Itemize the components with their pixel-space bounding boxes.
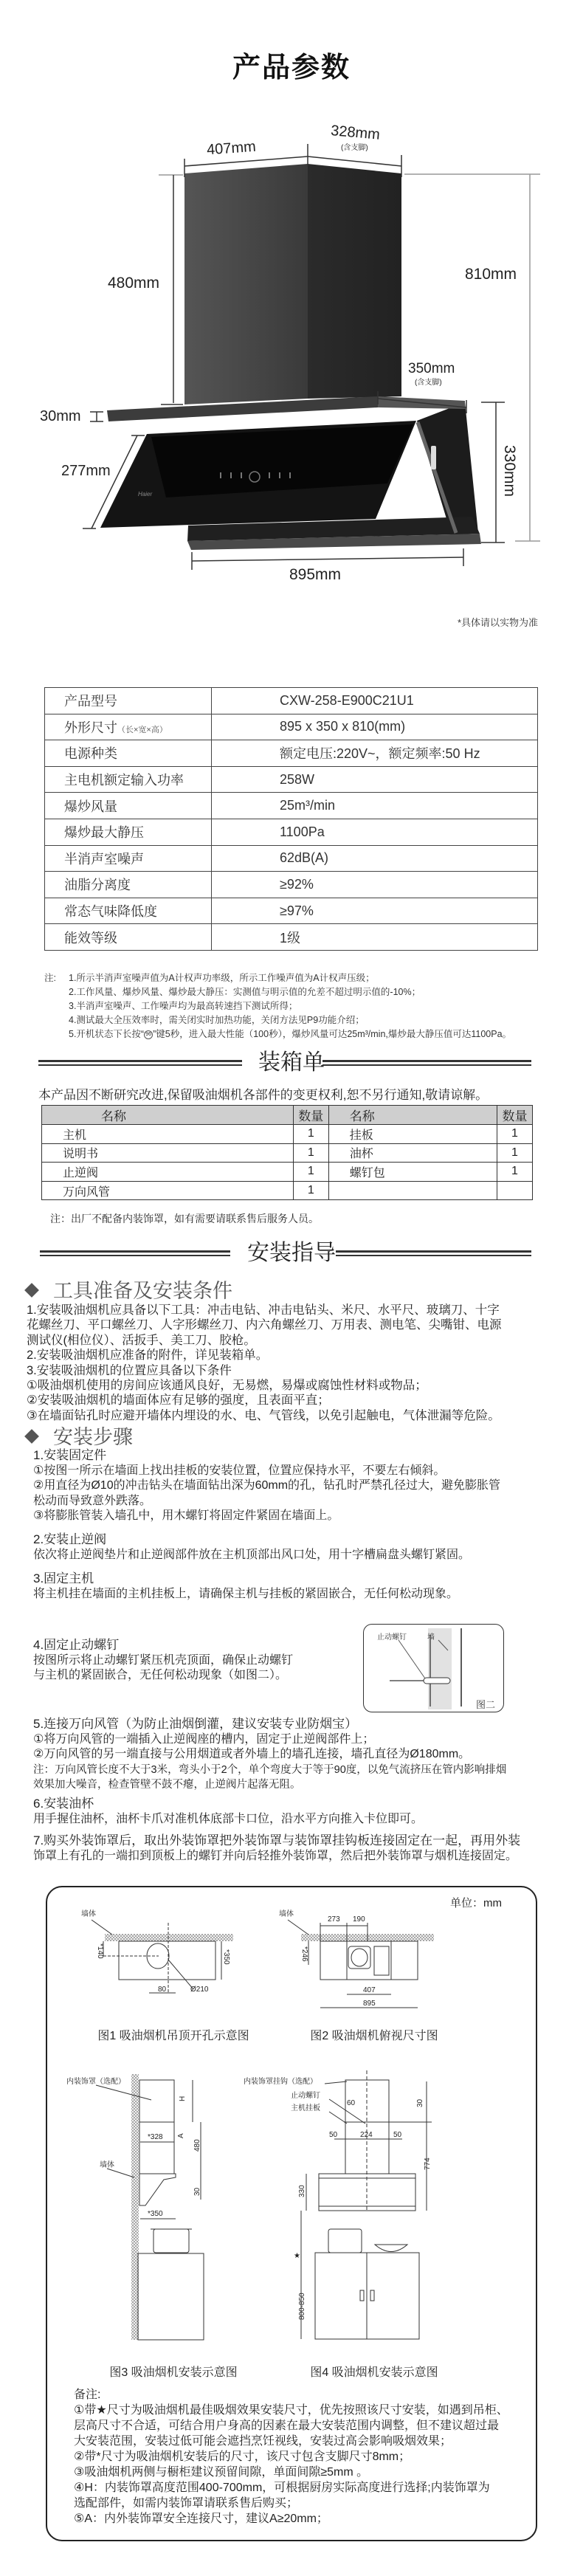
fig4-dim-800-850: 800-850 xyxy=(298,2293,306,2320)
dim-front-width: 407mm xyxy=(206,138,257,159)
spec-row xyxy=(45,688,538,714)
fig4-caption: 图4 吸油烟机安装示意图 xyxy=(310,2366,438,2379)
spec-value: 1级 xyxy=(212,924,538,951)
fig3-dim-A: A xyxy=(177,2133,185,2138)
spec-value: 895 x 350 x 810(mm) xyxy=(212,714,538,740)
packing-item: 挂板 xyxy=(328,1125,497,1144)
diagram-drawings xyxy=(0,1886,583,2403)
spec-note-line: 3.半消声室噪声、工作噪声均为最高转速挡下测试所得； xyxy=(69,1001,298,1011)
step-line: 依次将止逆阀垫片和止逆阀部件放在主机顶部出风口处，用十字槽扁盘头螺钉紧固。 xyxy=(33,1548,471,1561)
fig4-dim-30: 30 xyxy=(416,2098,424,2107)
spec-note-line: 4.测试最大全压效率时，需关闭实时加热功能，关闭方法见P9功能介绍； xyxy=(69,1015,365,1025)
spec-note-text: 5.开机状态下长按“ xyxy=(69,1029,145,1039)
install-section-header xyxy=(0,1239,583,1268)
fig2-dim-190: 190 xyxy=(353,1915,365,1924)
remark-line: ③吸油烟机两侧与橱柜建议预留间隙，单面间隙≥5mm 。 xyxy=(74,2466,369,2479)
fig4-hook-label: 内装饰罩挂钩（选配） xyxy=(244,2078,317,2086)
packing-title: 装箱单 xyxy=(258,1050,325,1075)
fig3-caption: 图3 吸油烟机安装示意图 xyxy=(109,2366,238,2379)
spec-label: 外形尺寸 xyxy=(64,720,117,735)
spec-label-cell xyxy=(45,766,212,793)
install-title: 安装指导 xyxy=(247,1241,336,1265)
spec-label-cell xyxy=(45,688,212,714)
fig2-dim-895: 895 xyxy=(363,2000,376,2008)
tools-line: 3.安装吸油烟机的位置应具备以下条件 xyxy=(27,1363,232,1377)
dim-hood-height: 330mm xyxy=(501,445,518,497)
dim-total-width: 895mm xyxy=(289,566,342,583)
packing-qty: 1 xyxy=(293,1163,328,1182)
spec-label-cell xyxy=(45,819,212,845)
fig4-dim-50-right: 50 xyxy=(393,2131,402,2139)
remark-line: 选配部件，如需内装饰罩请联系售后购买； xyxy=(74,2497,299,2510)
spec-row xyxy=(45,793,538,819)
install-step xyxy=(33,1638,293,1684)
step-title: 7.购买外装饰罩后，取出外装饰罩把外装饰罩与装饰罩挂钩板连接固定在一起，再用外装 xyxy=(33,1833,521,1847)
spec-label: 常态气味降低度 xyxy=(64,904,157,920)
step-line: 与主机的紧固嵌合，无任何松动现象（如图二）。 xyxy=(33,1669,288,1681)
page-title: 产品参数 xyxy=(232,52,351,83)
fig4-dim-50-left: 50 xyxy=(329,2131,338,2139)
fig3-dim-H: H xyxy=(179,2095,187,2101)
step-line: ②用直径为Ø10的冲击钻头在墙面钻出深为60mm的孔，钻孔时严禁孔径过大，避免膨胀管 xyxy=(33,1479,501,1492)
packing-item: 万向风管 xyxy=(42,1181,294,1200)
tools-heading xyxy=(27,1275,232,1304)
dim-plate-thickness: 30mm xyxy=(40,408,81,424)
dim-top-depth: 328mm xyxy=(330,123,381,143)
packing-intro: 本产品因不断研究改进,保留吸油烟机各部件的变更权利,恕不另行通知,敬请谅解。 xyxy=(38,1088,489,1102)
spec-notes xyxy=(44,971,546,1045)
packing-qty: 1 xyxy=(497,1143,533,1163)
remarks-title: 备注: xyxy=(74,2389,101,2401)
spec-label: 爆炒最大静压 xyxy=(64,825,144,841)
tools-line: ②安装吸油烟机的墙面体应有足够的强度，且表面平直； xyxy=(27,1394,330,1408)
spec-row xyxy=(45,898,538,924)
spec-table xyxy=(44,687,538,951)
diamond-bullet-icon xyxy=(24,1429,39,1444)
dim-top-depth-note: (含支脚) xyxy=(341,144,368,152)
spec-label-cell xyxy=(45,740,212,767)
disclaimer-note: *具体请以实物为准 xyxy=(458,617,539,628)
step-line: ②万向风管的另一端直接与公用烟道或者外墙上的墙孔连接，墙孔直径为Ø180mm。 xyxy=(33,1748,471,1760)
remark-line: ①带★尺寸为吸油烟机最佳吸烟效果安装尺寸，优先按照该尺寸安装，如遇到吊柜、 xyxy=(74,2404,508,2417)
fig1-top-view xyxy=(92,1920,233,1993)
spec-label: 爆炒风量 xyxy=(64,799,117,814)
chimney xyxy=(184,164,401,404)
spec-row xyxy=(45,872,538,898)
fig2-dim-407: 407 xyxy=(363,1986,376,1994)
fig4-dim-774: 774 xyxy=(424,2157,432,2170)
step-line: 松动而导致意外跌落。 xyxy=(33,1494,152,1507)
spec-value: 25m³/min xyxy=(212,793,538,819)
spec-value: 额定电压:220V~，额定频率:50 Hz xyxy=(212,740,538,767)
install-step xyxy=(33,1571,458,1602)
fig3-dim-30: 30 xyxy=(193,2187,201,2196)
remark-line: ④H：内装饰罩高度范围400-700mm，可根据厨房实际高度进行选择;内装饰罩为 xyxy=(74,2482,490,2494)
step-title: 1.安装固定件 xyxy=(33,1448,107,1462)
dim-bottom-depth-note: (含支脚) xyxy=(415,379,442,387)
spec-label: 产品型号 xyxy=(64,694,117,709)
packing-section-header xyxy=(0,1048,583,1078)
remark-line: ⑤A：内外装饰罩安全连接尺寸，建议A≥20mm； xyxy=(74,2513,328,2525)
fig1-wall-label: 墙体 xyxy=(81,1910,96,1918)
dim-chimney-height: 480mm xyxy=(108,275,160,292)
dim-glass-depth: 277mm xyxy=(61,463,111,479)
packing-qty: 1 xyxy=(293,1125,328,1144)
spec-row xyxy=(45,740,538,767)
spec-notes-lines xyxy=(69,971,511,1041)
packing-row xyxy=(42,1181,533,1200)
install-step xyxy=(33,1448,500,1524)
packing-qty: 1 xyxy=(497,1125,533,1144)
spec-label: 电源种类 xyxy=(64,746,117,762)
spec-row xyxy=(45,845,538,872)
step-note-line: 效果加大噪音，检查管壁不鼓不瘪，止逆阀片起落无阻。 xyxy=(33,1779,301,1791)
spec-label: 能效等级 xyxy=(64,930,117,946)
figure-caption: 图二 xyxy=(476,1699,496,1710)
tools-line: 2.安装吸油烟机应准备的附件，详见装箱单。 xyxy=(27,1349,269,1363)
spec-label-cell xyxy=(45,845,212,872)
dim-total-height: 810mm xyxy=(465,266,517,283)
tools-line: 花螺丝刀、平口螺丝刀、人字形螺丝刀、内六角螺丝刀、万用表、测电笔、尖嘴钳、电源 xyxy=(27,1318,502,1332)
tools-line: 1.安装吸油烟机应具备以下工具：冲击电钻、冲击电钻头、米尺、水平尺、玻璃刀、十字 xyxy=(27,1304,500,1317)
packing-item: 主机 xyxy=(42,1125,294,1144)
step-title: 5.连接万向风管（为防止油烟倒灌，建议安装专业防烟宝） xyxy=(33,1717,358,1731)
packing-table xyxy=(41,1105,533,1200)
packing-item: 螺钉包 xyxy=(328,1163,497,1182)
remark-line: 层高尺寸不合适，可结合用户身高的因素在最大安装范围内调整，但不建议超过最 xyxy=(74,2420,500,2432)
packing-note: 注：出厂不配备内装饰罩，如有需要请联系售后服务人员。 xyxy=(50,1213,319,1225)
fig3-dim-350: *350 xyxy=(148,2210,163,2218)
packing-qty: 1 xyxy=(293,1143,328,1163)
step-title: 2.安装止逆阀 xyxy=(33,1532,107,1546)
step-line: 将主机挂在墙面的主机挂板上，请确保主机与挂板的紧固嵌合，无任何松动现象。 xyxy=(33,1587,459,1600)
header-qty: 数量 xyxy=(497,1106,533,1125)
product-dimension-drawing xyxy=(0,0,583,590)
packing-row xyxy=(42,1125,533,1144)
spec-row xyxy=(45,714,538,740)
remarks xyxy=(74,2387,508,2527)
fig4-star-mark: ★ xyxy=(294,2252,300,2260)
brand-logo: Haier xyxy=(138,491,153,497)
fig2-caption: 图2 吸油烟机俯视尺寸图 xyxy=(310,2030,438,2042)
header-qty: 数量 xyxy=(293,1106,328,1125)
fig2-top-view xyxy=(288,1920,434,2008)
fig4-dim-60: 60 xyxy=(347,2099,356,2107)
step-line: ①将万向风管的一端插入止逆阀座的槽内，固定于止逆阀部件上； xyxy=(33,1732,375,1746)
spec-label: 油脂分离度 xyxy=(64,878,131,893)
fig4-dim-224: 224 xyxy=(360,2131,373,2139)
stop-screw-figure xyxy=(363,1624,504,1712)
spec-value: CXW-258-E900C21U1 xyxy=(212,688,538,714)
wall-label: 墙 xyxy=(427,1633,435,1642)
spec-label-cell xyxy=(45,793,212,819)
stop-screw-label: 止动螺钉 xyxy=(377,1633,407,1642)
spec-label: 半消声室噪声 xyxy=(64,851,144,867)
spec-note-line: 2.工作风量、爆炒风量、爆炒最大静压：实测值与明示值的允差不超过明示值的-10%； xyxy=(69,987,421,997)
spec-label-cell xyxy=(45,872,212,898)
step-title: 4.固定止动螺钉 xyxy=(33,1638,120,1652)
spec-label-cell xyxy=(45,898,212,924)
packing-qty xyxy=(497,1181,533,1200)
remark-line: ②带*尺寸为吸油烟机安装后的尺寸，该尺寸包含支脚尺寸8mm； xyxy=(74,2451,411,2463)
steps-heading xyxy=(27,1421,133,1450)
step-line: 按图所示将止动螺钉紧压机壳顶面，确保止动螺钉 xyxy=(33,1653,294,1667)
spec-label-note: （长×宽×高） xyxy=(117,725,168,734)
tools-list xyxy=(27,1303,502,1423)
packing-header-row xyxy=(42,1106,533,1125)
spec-row xyxy=(45,819,538,845)
spec-value: 1100Pa xyxy=(212,819,538,845)
steps-heading-text: 安装步骤 xyxy=(53,1426,133,1448)
spec-row xyxy=(45,766,538,793)
install-step xyxy=(33,1532,470,1563)
fig3-wall-label: 墙体 xyxy=(100,2161,114,2169)
fig4-dim-330: 330 xyxy=(298,2185,306,2197)
install-step xyxy=(33,1833,520,1864)
packing-item: 说明书 xyxy=(42,1143,294,1163)
fig4-stop-screw-label: 止动螺钉 xyxy=(291,2092,320,2100)
spec-value: 62dB(A) xyxy=(212,845,538,872)
step-line: 饰罩上有孔的一端扣到顶板上的螺钉并向后轻推外装饰罩，然后把外装饰罩与烟机连接固定。 xyxy=(33,1849,518,1862)
packing-row xyxy=(42,1163,533,1182)
fig2-wall-label: 墙体 xyxy=(279,1910,294,1918)
spec-note-line xyxy=(69,1027,511,1041)
spec-value: ≥92% xyxy=(212,872,538,898)
fig3-side-view xyxy=(96,2074,204,2340)
fig1-caption: 图1 吸油烟机吊顶开孔示意图 xyxy=(97,2030,249,2042)
max-power-key-icon: 96 xyxy=(144,1030,153,1039)
step-line: 用手握住油杯，油杯卡爪对准机体底部卡口位，沿水平方向推入卡位即可。 xyxy=(33,1812,424,1825)
packing-qty: 1 xyxy=(497,1163,533,1182)
fig1-dim-350: *350 xyxy=(222,1949,230,1965)
packing-item xyxy=(328,1181,497,1200)
fig3-dim-328: *328 xyxy=(148,2133,163,2141)
tools-line: ③在墙面钻孔时应避开墙体内埋设的水、电、气管线，以免引起触电，气体泄漏等危险。 xyxy=(27,1408,500,1422)
spec-notes-prefix: 注: xyxy=(44,973,56,983)
install-step xyxy=(33,1717,506,1793)
fig3-cover-label: 内装饰罩（选配） xyxy=(66,2078,125,2086)
hood-body xyxy=(100,396,481,550)
remark-line: 大安装范围，安装过低可能会遮挡烹饪视线，安装过高会影响吸烟效果； xyxy=(74,2435,452,2448)
spec-row xyxy=(45,924,538,951)
header-name: 名称 xyxy=(328,1106,497,1125)
header-name: 名称 xyxy=(42,1106,294,1125)
diamond-bullet-icon xyxy=(24,1283,39,1298)
fig2-dim-273: 273 xyxy=(328,1915,340,1924)
fig3-dim-480: 480 xyxy=(193,2139,201,2152)
unit-label: 单位：mm xyxy=(450,1897,502,1909)
step-note-line: 注：万向风管长度不大于3米，弯头小于2个，单个弯度大于等于90度，以免气流挤压在管内影响排烟 xyxy=(33,1763,507,1776)
fig1-dim-140: *140 xyxy=(96,1943,104,1959)
step-line: ①按图一所示在墙面上找出挂板的安装位置，位置应保持水平，不要左右倾斜。 xyxy=(33,1464,446,1477)
step-title: 6.安装油杯 xyxy=(33,1797,94,1811)
packing-qty: 1 xyxy=(293,1181,328,1200)
fig4-hanging-plate-label: 主机挂板 xyxy=(291,2104,320,2112)
packing-row xyxy=(42,1143,533,1163)
spec-note-text: ”键5秒，进入最大性能（100秒），爆炒风量可达25m³/min,爆炒最大静压值可达1100Pa。 xyxy=(153,1029,512,1039)
fig1-dim-diameter: Ø210 xyxy=(190,1986,209,1994)
spec-value: ≥97% xyxy=(212,898,538,924)
tools-line: 测试仪(相位仪）、活扳手、美工刀、胶枪。 xyxy=(27,1333,256,1347)
packing-item: 油杯 xyxy=(328,1143,497,1163)
packing-item: 止逆阀 xyxy=(42,1163,294,1182)
fig1-dim-80: 80 xyxy=(158,1986,167,1994)
step-line: ③将膨胀管装入墙孔中，用木螺钉将固定件紧固在墙面上。 xyxy=(33,1509,339,1522)
dim-bottom-depth: 350mm xyxy=(408,361,455,376)
spec-label-cell xyxy=(45,924,212,951)
tools-heading-text: 工具准备及安装条件 xyxy=(53,1280,232,1302)
tools-line: ①吸油烟机使用的房间应该通风良好，无易燃，易爆或腐蚀性材料或物品； xyxy=(27,1379,427,1393)
spec-label-cell xyxy=(45,714,212,740)
install-step xyxy=(33,1797,423,1827)
fig2-dim-246: *246 xyxy=(300,1946,308,1962)
fig4-front-view xyxy=(301,2070,432,2339)
spec-label: 主电机额定输入功率 xyxy=(64,773,184,788)
spec-value: 258W xyxy=(212,766,538,793)
spec-note-line: 1.所示半消声室噪声值为A计权声功率级，所示工作噪声值为A计权声压级； xyxy=(69,973,375,983)
step-title: 3.固定主机 xyxy=(33,1571,94,1585)
